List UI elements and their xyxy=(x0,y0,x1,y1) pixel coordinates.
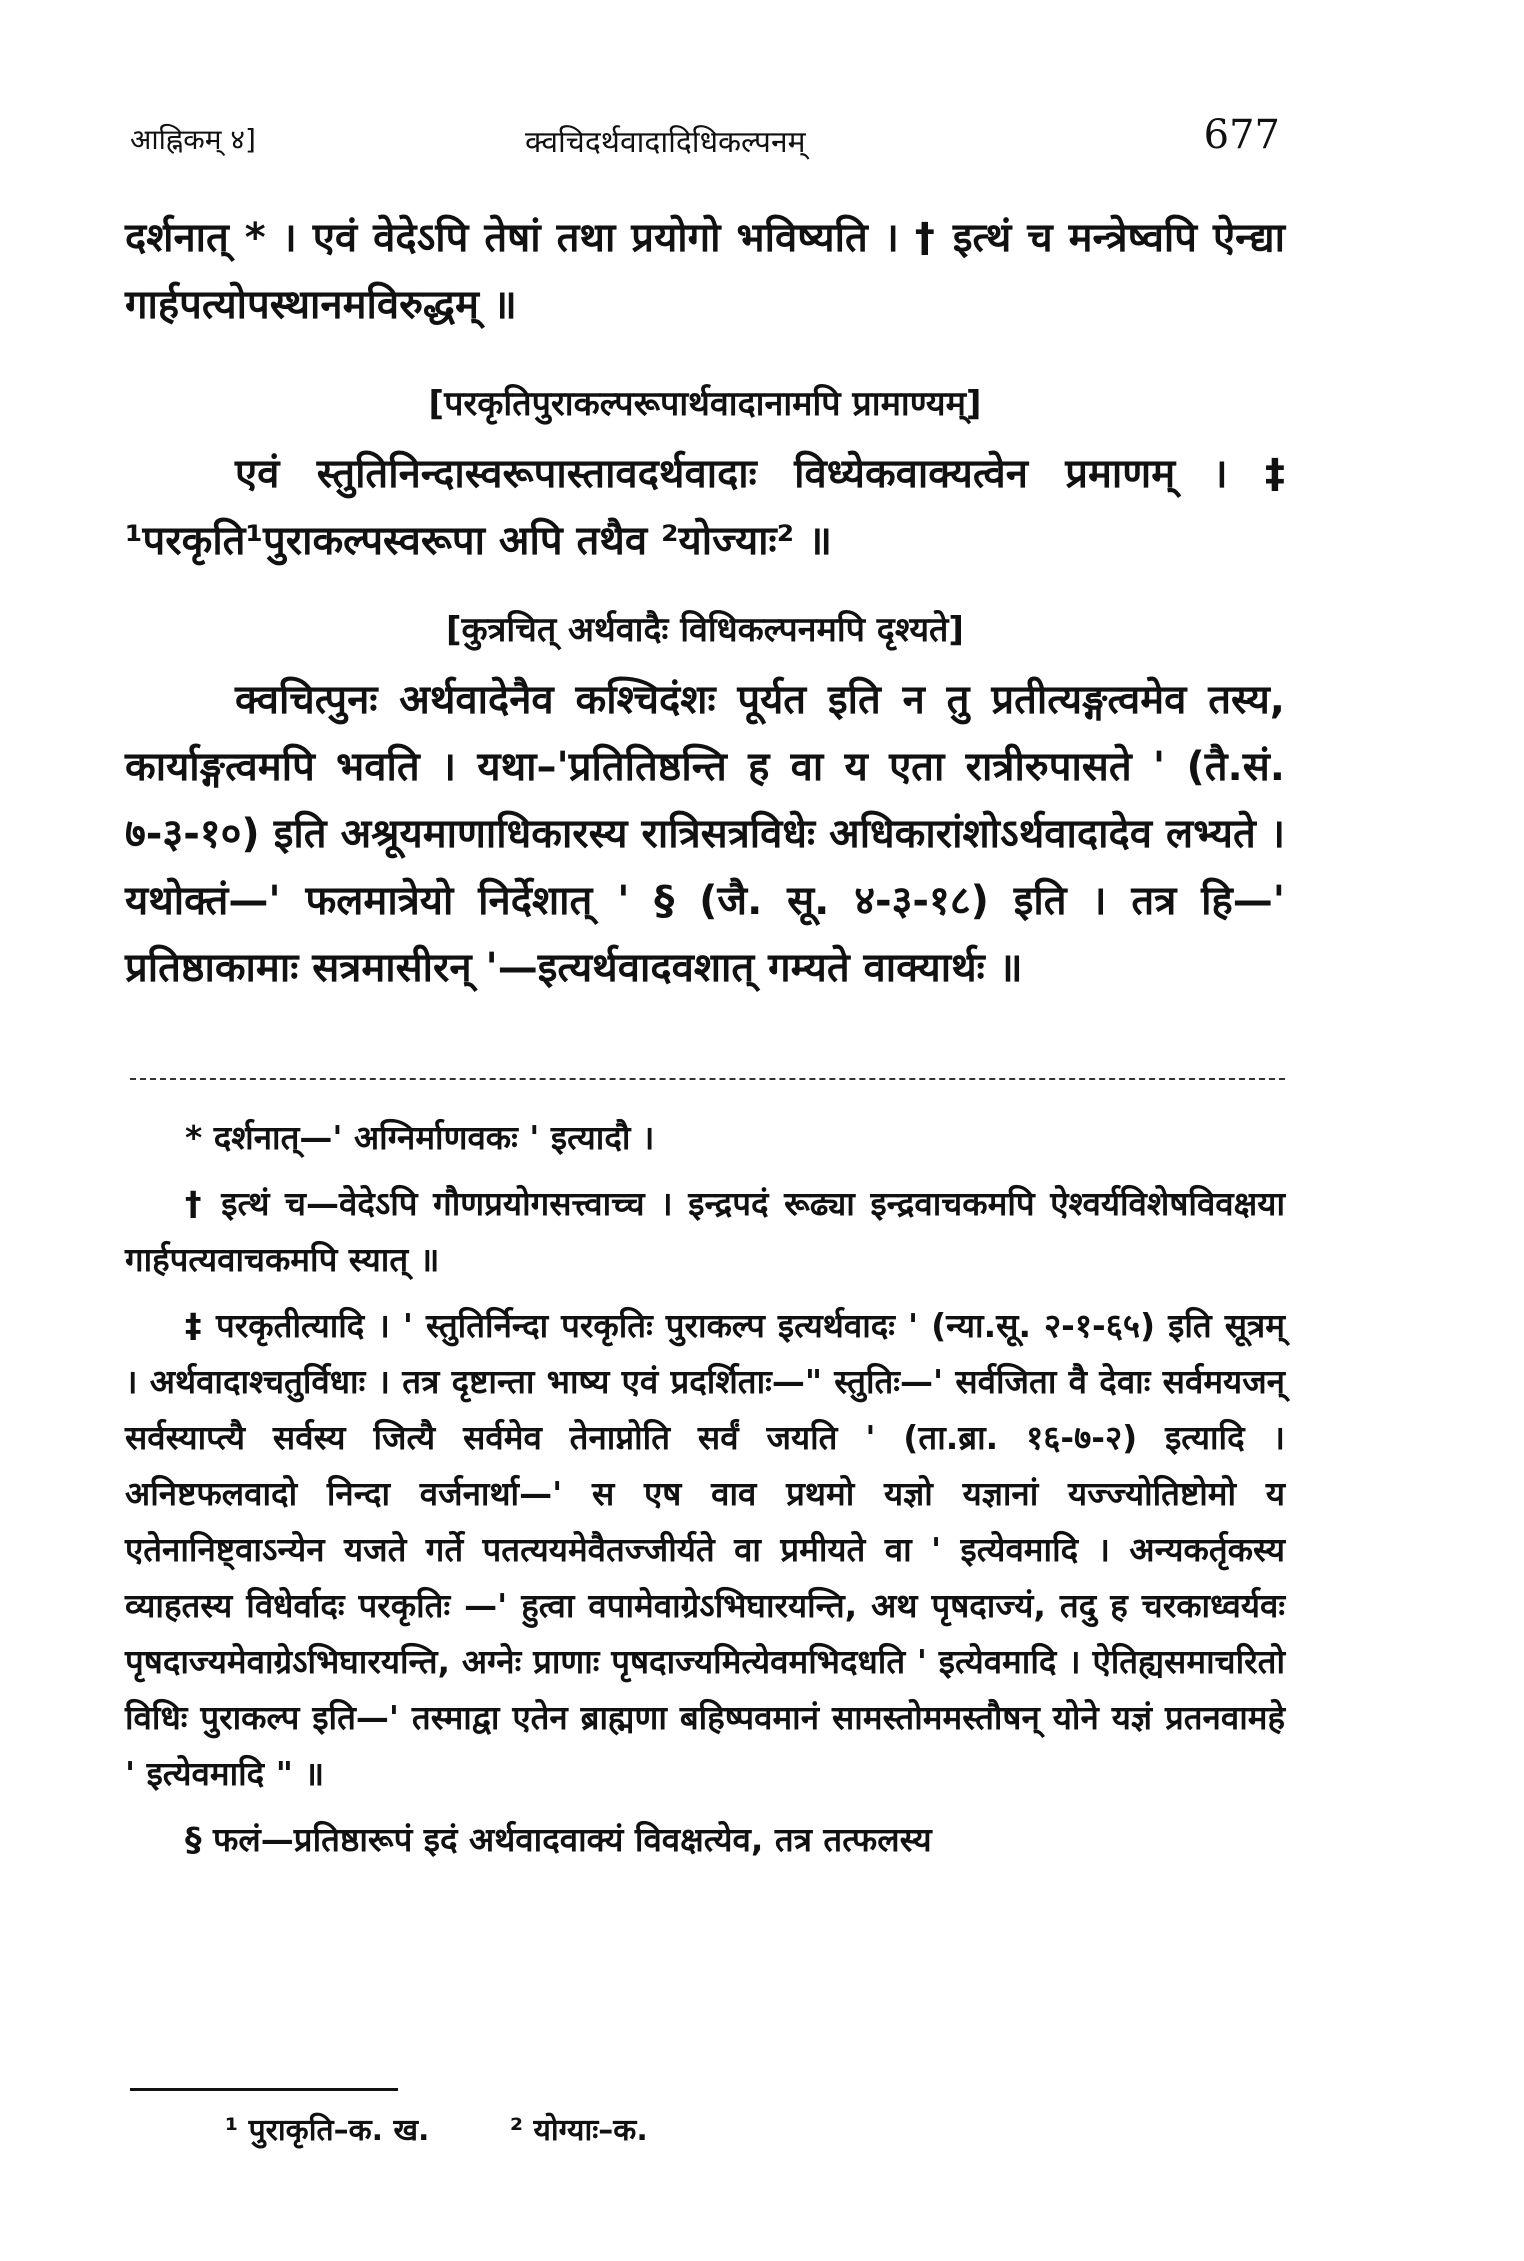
footnotes xyxy=(225,2108,718,2149)
paragraph-3: क्वचित्पुनः अर्थवादेनैव कश्चिदंशः पूर्यत इति न तु प्रतीत्यङ्गत्वमेव तस्य, कार्याङ्गत्वमपि भवति । यथा–'प्रतितिष्ठन्ति ह वा य एता रात्रीरुपासते ' (तै.सं. ७-३-१०) इति अश्रूयमाणाधिकारस्य रात्रिसत्रविधेः अधिकारांशोऽर्थवादादेव लभ्यते । यथोक्तं—' फलमात्रेयो निर्देशात् ' § (जै. सू. ४-३-१८) इति । तत्र हि—' प्रतिष्ठाकामाः सत्रमासीरन् '—इत्यर्थवादवशात् गम्यते वाक्यार्थः ॥ xyxy=(125,677,1285,991)
footnote-2: ² योग्याः–क. xyxy=(509,2113,648,2148)
note-4: § फलं—प्रतिष्ठारूपं इदं अर्थवादवाक्यं विवक्षत्येव, तत्र तत्फलस्य xyxy=(185,1820,932,1859)
paragraph-1: दर्शनात् * । एवं वेदेऽपि तेषां तथा प्रयोगो भविष्यति । † इत्थं च मन्त्रेष्वपि ऐन्द्या गार्हपत्योपस्थानमविरुद्धम् ॥ xyxy=(125,215,1285,328)
section-title: क्वचिदर्थवादादिधिकल्पनम् xyxy=(525,125,806,160)
chapter-label: आह्निकम् ४] xyxy=(130,123,256,156)
running-head xyxy=(130,112,1280,162)
footnote-1: ¹ पुराकृति–क. ख. xyxy=(225,2113,430,2148)
footnote-rule xyxy=(130,2088,398,2091)
commentary-notes xyxy=(125,1110,1285,1868)
main-text xyxy=(125,205,1285,1002)
paragraph-2: एवं स्तुतिनिन्दास्वरूपास्तावदर्थवादाः विध्येकवाक्यत्वेन प्रमाणम् । ‡ ¹परकृति¹पुराकल्पस्वरूपा अपि तथैव ²योज्याः² ॥ xyxy=(125,451,1285,564)
section-heading-2: [कुत्रचित् अर्थवादैः विधिकल्पनमपि दृश्यते] xyxy=(446,610,964,650)
page-number: 677 xyxy=(1203,112,1280,158)
note-3: ‡ परकृतीत्यादि । ' स्तुतिर्निन्दा परकृतिः पुराकल्प इत्यर्थवादः ' (न्या.सू. २-१-६५) इति सूत्रम् । अर्थवादाश्चतुर्विधाः । तत्र दृष्टान्ता भाष्य एवं प्रदर्शिताः—" स्तुतिः—' सर्वजिता वै देवाः सर्वमयजन् सर्वस्याप्त्यै सर्वस्य जित्यै सर्वमेव तेनाप्नोति सर्वं जयति ' (ता.ब्रा. १६-७-२) इत्यादि । अनिष्टफलवादो निन्दा वर्जनार्था—' स एष वाव प्रथमो यज्ञो यज्ञानां यज्ज्योतिष्टोमो य एतेनानिष्ट्वाऽन्येन यजते गर्ते पतत्ययमेवैतज्जीर्यते वा प्रमीयते वा ' इत्येवमादि । अन्यकर्तृकस्य व्याहतस्य विधेर्वादः परकृतिः —' हुत्वा वपामेवाग्रेऽभिघारयन्ति, अथ पृषदाज्यं, तदु ह चरकाध्वर्यवः पृषदाज्यमेवाग्रेऽभिघारयन्ति, अग्नेः प्राणाः पृषदाज्यमित्येवमभिदधति ' इत्येवमादि । ऐतिह्यसमाचरितो विधिः पुराकल्प इति—' तस्माद्वा एतेन ब्राह्मणा बहिष्पवमानं सामस्तोममस्तौषन् योने यज्ञं प्रतनवामहे ' इत्येवमादि " ॥ xyxy=(125,1306,1285,1793)
section-heading-1: [परकृतिपुराकल्परूपार्थवादानामपि प्रामाण्यम्] xyxy=(428,384,982,424)
divider-line xyxy=(130,1078,1285,1080)
note-1: * दर्शनात्—' अग्निर्माणवकः ' इत्यादौ । xyxy=(185,1118,655,1157)
note-2: † इत्थं च—वेदेऽपि गौणप्रयोगसत्त्वाच्च । इन्द्रपदं रूढ्या इन्द्रवाचकमपि ऐश्वर्यविशेषविवक्षया गार्हपत्यवाचकमपि स्यात् ॥ xyxy=(125,1184,1285,1279)
